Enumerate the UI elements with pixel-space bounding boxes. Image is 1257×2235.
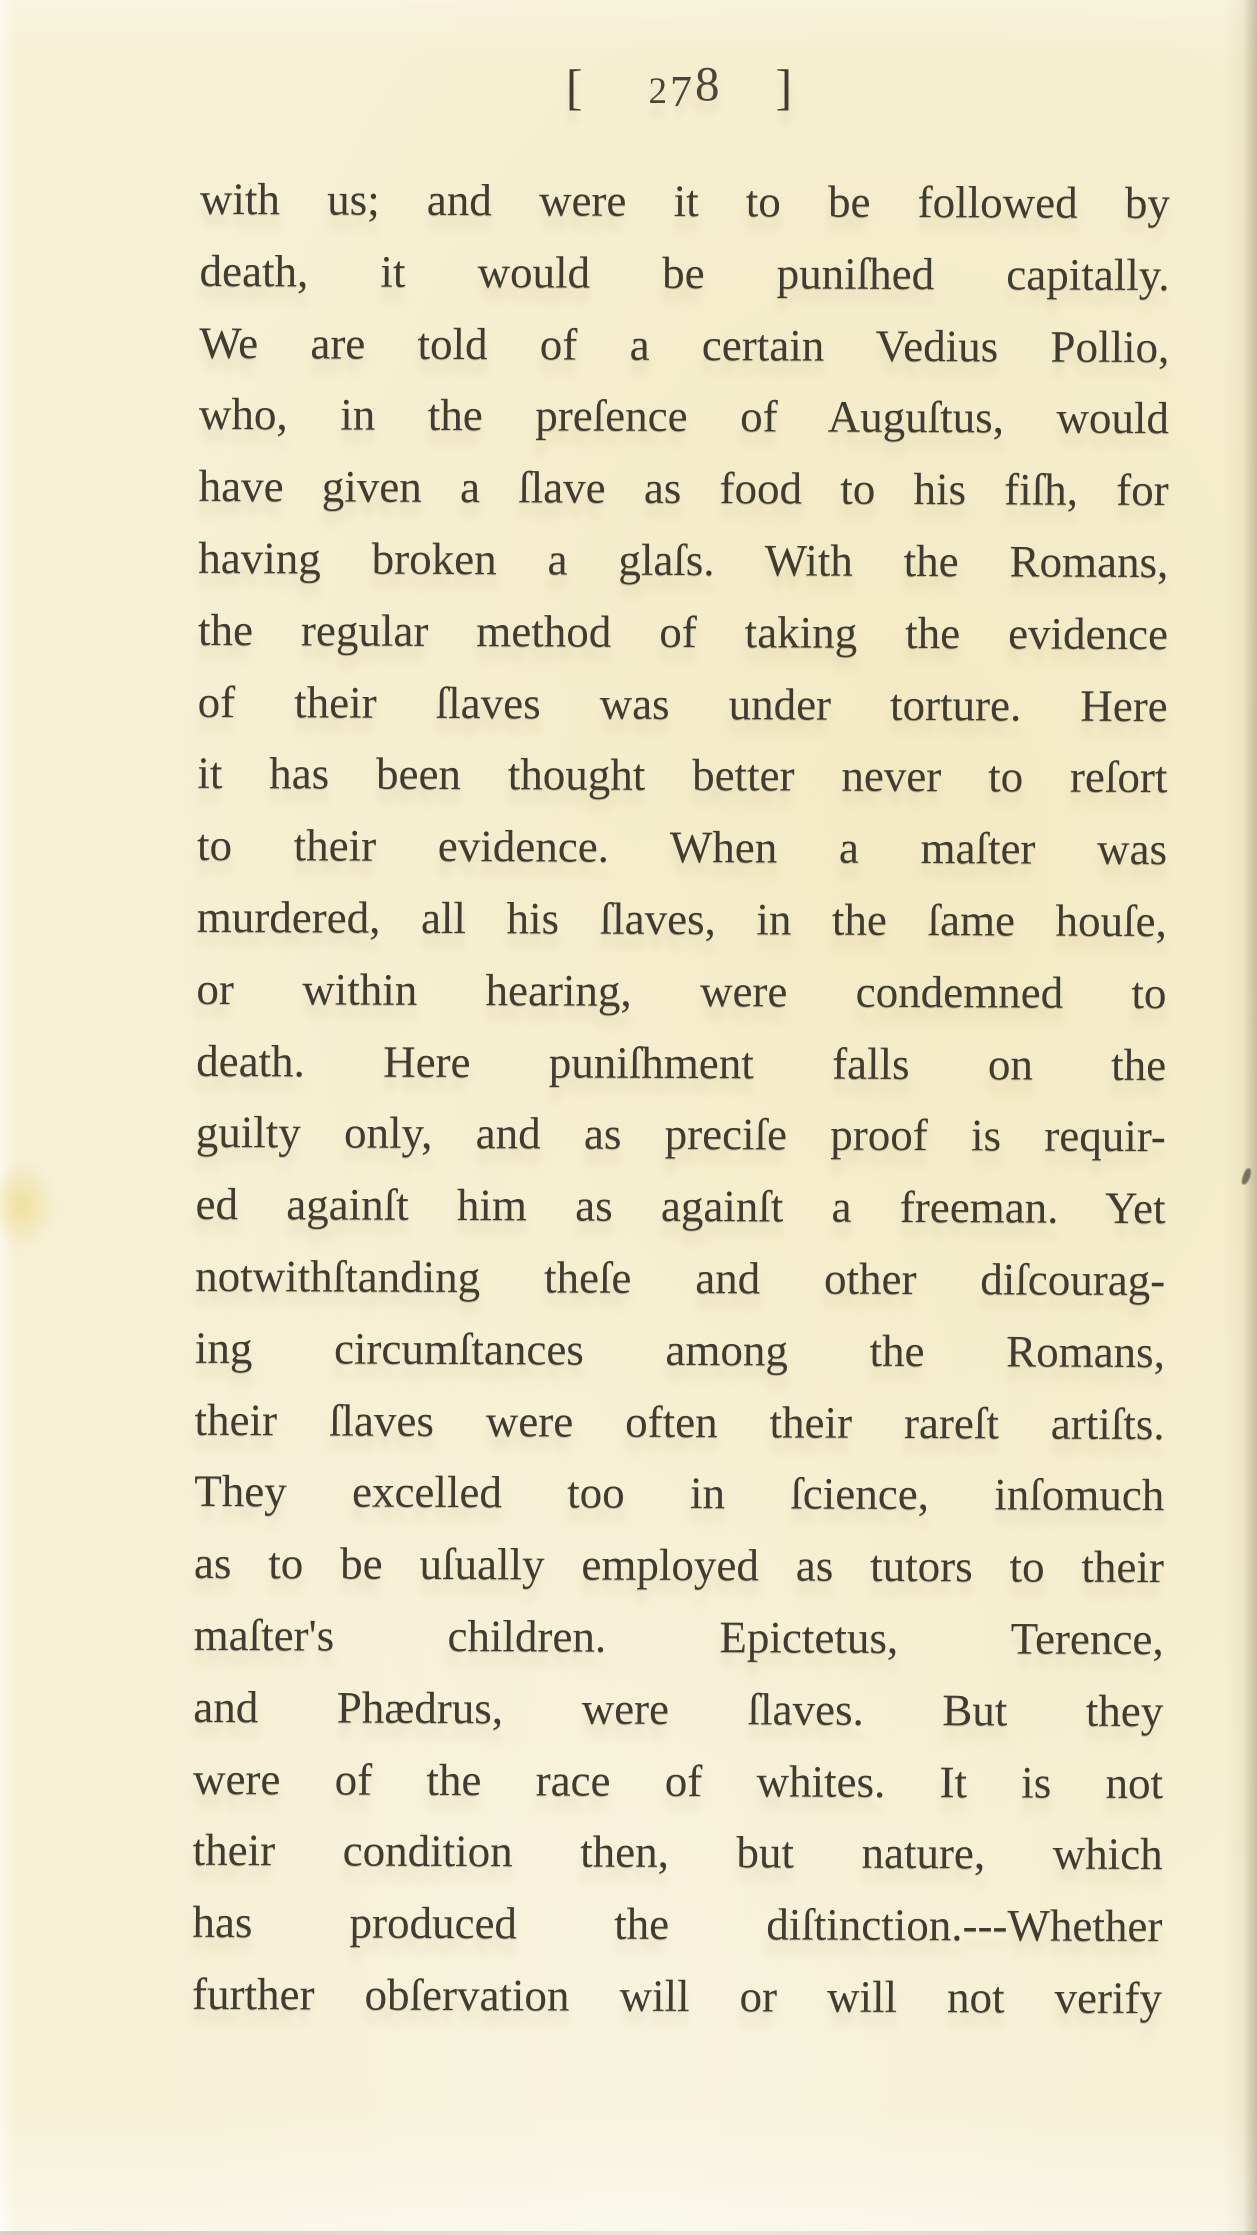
- page-number-header: [196, 58, 1166, 128]
- page-edge-shadow: [1243, 0, 1257, 2235]
- text-line: They excelled too in ſcience, inſomuch: [194, 1466, 1165, 1521]
- scan-edge: [0, 2231, 1257, 2235]
- page-digit-8: 8: [695, 56, 724, 111]
- paper-smudge: [0, 1160, 56, 1250]
- text-line: maſter's children. Epictetus, Terence,: [193, 1609, 1164, 1665]
- text-line: death, it would be puniſhed capitally.: [199, 245, 1170, 300]
- text-line: with us; and were it to be followed by: [199, 173, 1171, 229]
- open-bracket: [: [565, 59, 587, 115]
- text-line: further obſervation will or will not verify: [191, 1968, 1163, 2024]
- text-line: as to be uſually employed as tutors to their: [193, 1538, 1165, 1593]
- text-line: were of the race of whites. It is not: [192, 1753, 1164, 1808]
- text-line: to their evidence. When a maſter was: [196, 820, 1168, 875]
- text-line: the regular method of taking the evidence: [197, 604, 1169, 659]
- text-line: their ſlaves were often their rareſt artiſts.: [194, 1394, 1165, 1449]
- page-digit-2: 2: [648, 71, 670, 112]
- text-line: ed againſt him as againſt a freeman. Yet: [195, 1179, 1166, 1234]
- text-line: and Phædrus, were ſlaves. But they: [193, 1681, 1164, 1736]
- text-line: it has been thought better never to reſort: [197, 748, 1168, 803]
- text-line: their condition then, but nature, which: [192, 1825, 1163, 1880]
- text-line: having broken a glaſs. With the Romans,: [198, 532, 1169, 588]
- text-line: ing circumſtances among the Romans,: [194, 1322, 1166, 1377]
- text-line: who, in the preſence of Auguſtus, would: [198, 389, 1170, 444]
- text-line: death. Here puniſhment falls on the: [196, 1035, 1167, 1090]
- text-line: have given a ſlave as food to his fiſh, for: [198, 461, 1169, 516]
- body-text-block: [192, 164, 1170, 2035]
- text-line: or within hearing, were condemned to: [196, 963, 1167, 1018]
- text-line: notwithſtanding theſe and other diſcourag-: [195, 1250, 1166, 1306]
- text-line: of their ſlaves was under torture. Here: [197, 676, 1168, 731]
- text-line: murdered, all his ſlaves, in the ſame houſe,: [196, 891, 1167, 947]
- text-line: has produced the diſtinction.---Whether: [192, 1897, 1163, 1952]
- close-bracket: ]: [775, 59, 797, 115]
- page-digit-7: 7: [670, 67, 695, 116]
- text-line: We are told of a certain Vedius Pollio,: [199, 317, 1170, 372]
- text-line: guilty only, and as preciſe proof is requir-: [195, 1107, 1166, 1162]
